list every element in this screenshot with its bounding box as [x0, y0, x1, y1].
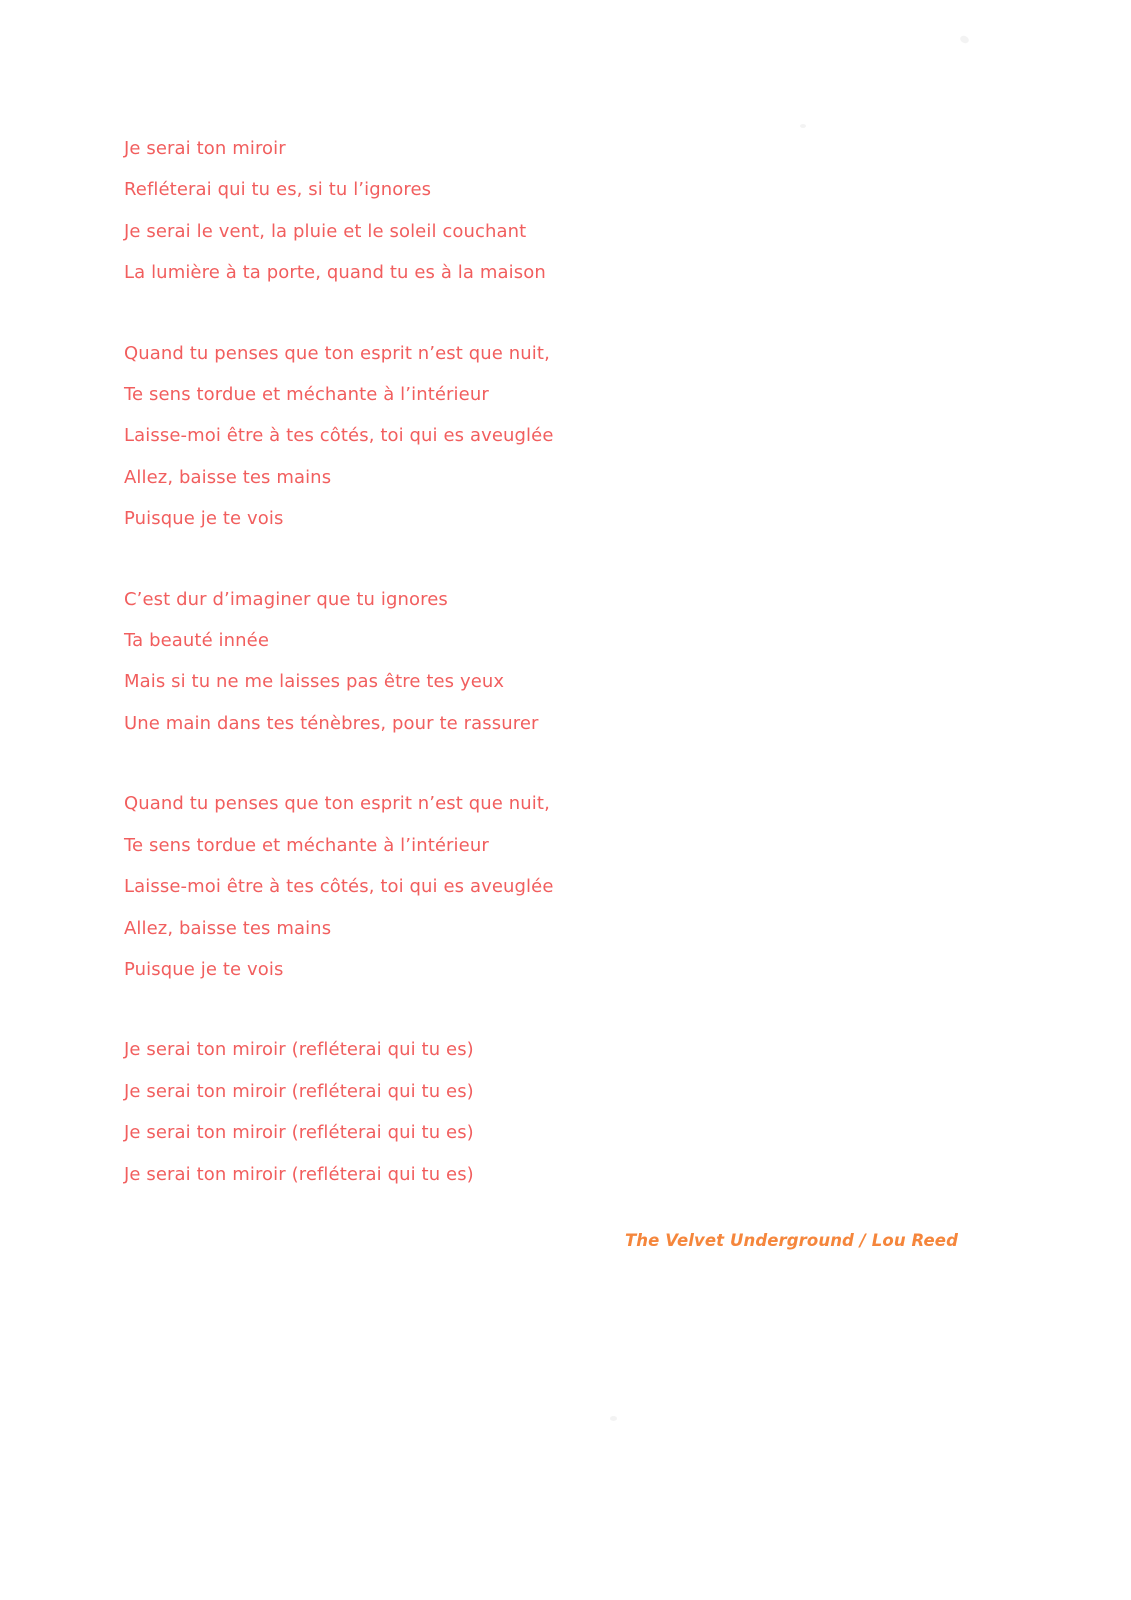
lyric-line: Puisque je te vois [124, 958, 284, 980]
lyric-line: Je serai ton miroir (refléterai qui tu es) [124, 1039, 474, 1061]
lyric-line: C’est dur d’imaginer que tu ignores [124, 588, 448, 610]
lyric-line: Mais si tu ne me laisses pas être tes yeux [124, 671, 505, 693]
lyric-line: Allez, baisse tes mains [124, 466, 332, 488]
lyric-line: Refléterai qui tu es, si tu l’ignores [124, 179, 432, 201]
scan-artifact [959, 34, 970, 44]
lyric-line: Je serai ton miroir (refléterai qui tu es) [124, 1080, 474, 1102]
lyric-line: Quand tu penses que ton esprit n’est que nuit, [124, 793, 550, 815]
lyric-line: Laisse-moi être à tes côtés, toi qui es aveuglée [124, 876, 554, 898]
stanza [124, 783, 1051, 990]
lyric-line: La lumière à ta porte, quand tu es à la maison [124, 262, 546, 284]
lyric-line: Quand tu penses que ton esprit n’est que nuit, [124, 342, 550, 364]
lyric-line: Une main dans tes ténèbres, pour te rassurer [124, 712, 539, 734]
stanza [124, 1029, 1051, 1195]
stanza [124, 579, 1051, 745]
lyric-line: Te sens tordue et méchante à l’intérieur [124, 384, 489, 406]
stanza [124, 128, 1051, 294]
lyric-line: Puisque je te vois [124, 508, 284, 530]
scan-artifact [610, 1416, 617, 1421]
lyric-line: Je serai ton miroir (refléterai qui tu es) [124, 1163, 474, 1185]
lyric-line: Je serai ton miroir [124, 138, 286, 159]
attribution: The Velvet Underground / Lou Reed [624, 1231, 958, 1250]
lyric-line: Je serai ton miroir (refléterai qui tu es) [124, 1122, 474, 1144]
lyric-line: Laisse-moi être à tes côtés, toi qui es aveuglée [124, 425, 554, 447]
lyric-line: Je serai le vent, la pluie et le soleil couchant [124, 220, 527, 242]
lyric-line: Ta beauté innée [124, 630, 270, 652]
stanza [124, 333, 1051, 540]
lyric-line: Allez, baisse tes mains [124, 917, 332, 939]
lyrics [124, 128, 1051, 1234]
lyric-line: Te sens tordue et méchante à l’intérieur [124, 834, 489, 856]
